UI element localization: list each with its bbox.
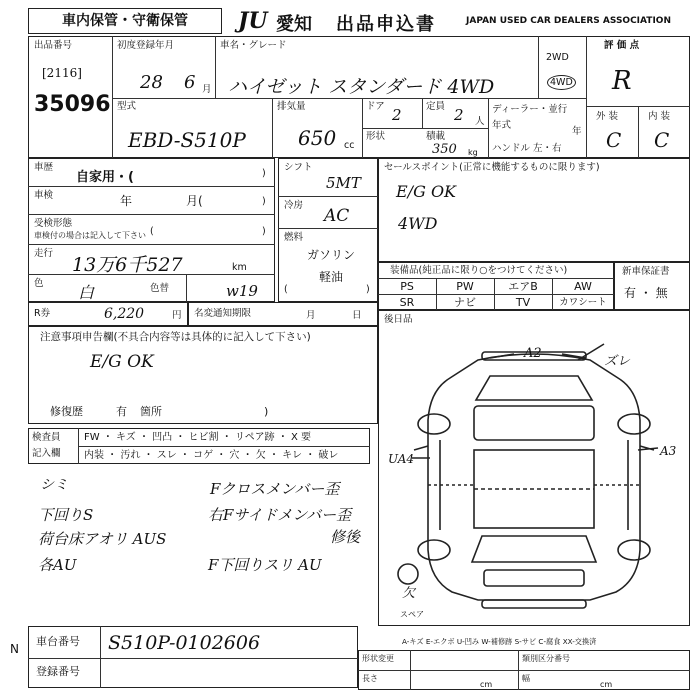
doors-value: 2 <box>392 106 402 124</box>
repair-value: 有 <box>116 405 127 418</box>
shape-label: 形状 <box>366 131 386 142</box>
doors-label: ドア <box>366 101 385 112</box>
color-code: w19 <box>226 282 258 300</box>
exterior-grade: C <box>606 128 622 152</box>
equip-aw: AW <box>574 280 592 293</box>
length-unit: cm <box>480 680 493 689</box>
transfer-label: 名変通知期限 <box>194 308 252 319</box>
load-unit: kg <box>468 148 478 157</box>
fuel-open: ( <box>284 284 288 295</box>
diagram-mark-zure: ズレ <box>604 354 631 369</box>
length-label: 長さ <box>362 674 378 683</box>
vehicle-damage-diagram <box>378 330 690 626</box>
lot-label: 出品番号 <box>34 40 73 51</box>
lot-number: 35096 <box>34 92 111 117</box>
equip-leather: カワシート <box>559 297 607 308</box>
selling-point-2: 4WD <box>398 214 438 233</box>
notes-label: 注意事項申告欄(不具合内容等は具体的に記入して下さい) <box>40 331 311 343</box>
transfer-month-unit: 月 <box>306 310 316 321</box>
acceptance-label: 受検形態 <box>34 218 73 229</box>
shift-label: シフト <box>284 162 313 173</box>
diagram-mark-a2: A2 <box>524 346 542 361</box>
ju-logo: JU <box>238 8 268 34</box>
repair-close: ) <box>264 405 269 418</box>
selling-points-label: セールスポイント(正常に機能するものに限ります) <box>384 162 600 173</box>
load-value: 350 <box>432 142 457 157</box>
first-reg-year: 28 <box>140 72 163 93</box>
notes-value: E/G OK <box>90 352 154 372</box>
inspector-row-2: 内装 ・ 汚れ ・ スレ ・ コゲ ・ 穴 ・ 欠 ・ キレ ・ 破レ <box>84 450 339 461</box>
classification-label: 類別区分番号 <box>522 654 570 663</box>
mileage-label: 走行 <box>34 248 54 259</box>
dealer-label: ディーラー・並行 <box>492 104 568 115</box>
inspection-label: 車検 <box>34 190 54 201</box>
equip-sr: SR <box>399 296 415 309</box>
color-label: 色 <box>34 278 44 289</box>
aircon-label: 冷房 <box>284 200 304 211</box>
capacity-unit: 人 <box>475 116 485 127</box>
registration-label: 登録番号 <box>36 665 80 678</box>
capacity-label: 定員 <box>426 101 446 112</box>
acceptance-open: ( <box>150 226 154 237</box>
diagram-mark-ua4: UA4 <box>388 452 415 466</box>
damage-legend: A-キズ E-エクボ U-凹み W-補修跡 S-サビ C-腐食 XX-交換済 <box>402 637 597 646</box>
car-name-value: ハイゼット スタンダード 4WD <box>228 76 495 98</box>
recycle-unit: 円 <box>172 310 182 321</box>
interior-grade: C <box>654 128 670 152</box>
color-trim-label: 色替 <box>150 283 170 294</box>
diagram-mark-spare: スペア <box>400 610 424 619</box>
handle-label: ハンドル 左・右 <box>492 143 562 154</box>
drive-2wd: 2WD <box>546 52 569 63</box>
warranty-value: 有 ・ 無 <box>624 286 668 300</box>
org-name: 愛知 <box>276 14 312 35</box>
history-label: 車歴 <box>34 162 54 173</box>
chassis-value: S510P-0102606 <box>108 632 261 654</box>
inspection-note-3: 荷台床アオリ AUS <box>38 530 167 548</box>
margin-mark: N <box>10 642 19 656</box>
recycle-label: R券 <box>34 308 51 319</box>
inspection-month-unit: 月( <box>186 194 203 208</box>
inspection-note-6: 右Fサイドメンバー歪 <box>208 506 352 524</box>
color-value: 白 <box>78 283 95 302</box>
model-label: 型式 <box>117 101 137 112</box>
mileage-unit: km <box>232 262 247 273</box>
shift-value: 5MT <box>326 174 361 192</box>
equip-pw: PW <box>456 280 474 293</box>
inspection-note-4: 各AU <box>38 556 77 574</box>
drive-4wd: 4WD <box>547 75 576 90</box>
fuel-close: ) <box>366 284 370 295</box>
aircon-value: AC <box>324 206 350 226</box>
model-value: EBD-S510P <box>128 128 246 152</box>
inspection-close: ) <box>262 196 266 207</box>
width-unit: cm <box>600 680 613 689</box>
car-name-label: 車名・グレード <box>220 40 287 51</box>
association-name: JAPAN USED CAR DEALERS ASSOCIATION <box>466 16 671 26</box>
load-label: 積載 <box>426 131 446 142</box>
inspector-label-2: 記入欄 <box>32 448 61 459</box>
displacement-unit: cc <box>344 140 355 151</box>
chassis-label: 車台番号 <box>36 635 80 648</box>
inspection-note-5: Fクロスメンバー歪 <box>210 480 340 498</box>
inspector-row-1: FW ・ キズ ・ 凹凸 ・ ヒビ割 ・ リペア跡 ・ X 要 <box>84 432 312 443</box>
displacement-value: 650 <box>298 126 337 150</box>
warranty-label: 新車保証書 <box>622 266 670 277</box>
fuel-options: ガソリン 軽油 <box>306 248 355 284</box>
after-fit-label: 後日品 <box>384 314 413 325</box>
acceptance-close: ) <box>262 226 266 237</box>
repair-place: 箇所 <box>140 405 162 418</box>
first-reg-month-unit: 月 <box>202 84 212 95</box>
mileage-value: 13万6千527 <box>72 254 183 276</box>
first-reg-month: 6 <box>184 72 196 93</box>
inspection-note-1: シミ <box>40 477 68 493</box>
inspection-note-2: 下回りS <box>38 506 94 524</box>
interior-label: 内 装 <box>648 111 671 122</box>
acceptance-note: 車検付の場合は記入して下さい <box>34 231 146 240</box>
diagram-mark-ketsu: 欠 <box>402 586 416 601</box>
lot-code: [2116] <box>42 66 82 80</box>
shape-change-label: 形状変更 <box>362 654 394 663</box>
exterior-label: 外 装 <box>596 111 619 122</box>
inspector-label-1: 検査員 <box>32 432 61 443</box>
history-value: 自家用・( <box>76 170 134 185</box>
model-year-label: 年式 <box>492 120 512 131</box>
inspection-note-8: F下回りスリ AU <box>208 556 322 574</box>
capacity-value: 2 <box>454 106 464 124</box>
repair-label: 修復歴 <box>50 405 83 418</box>
equip-airbag: エアB <box>508 280 538 293</box>
history-close: ) <box>262 168 266 179</box>
recycle-value: 6,220 <box>104 306 145 322</box>
diagram-mark-a3: A3 <box>660 444 677 458</box>
displacement-label: 排気量 <box>277 101 306 112</box>
selling-points-frame <box>378 158 690 262</box>
inspection-note-7: 修後 <box>330 528 361 546</box>
selling-point-1: E/G OK <box>396 182 457 201</box>
storage-tag: 車内保管・守衛保管 <box>28 8 222 34</box>
first-reg-label: 初度登録年月 <box>117 40 175 51</box>
grade-label: 評 価 点 <box>604 40 640 51</box>
equipment-label: 装備品(純正品に限り○をつけてください) <box>390 265 568 276</box>
width-label: 幅 <box>522 674 530 683</box>
equip-ps: PS <box>400 280 414 293</box>
equip-navi: ナビ <box>454 296 476 309</box>
inspection-year-unit: 年 <box>120 194 133 208</box>
form-title: 出品申込書 <box>336 14 436 35</box>
equip-tv: TV <box>515 296 531 309</box>
model-year-unit: 年 <box>572 126 582 137</box>
fuel-label: 燃料 <box>284 232 304 243</box>
transfer-day-unit: 日 <box>352 310 362 321</box>
grade-value: R <box>612 66 632 96</box>
